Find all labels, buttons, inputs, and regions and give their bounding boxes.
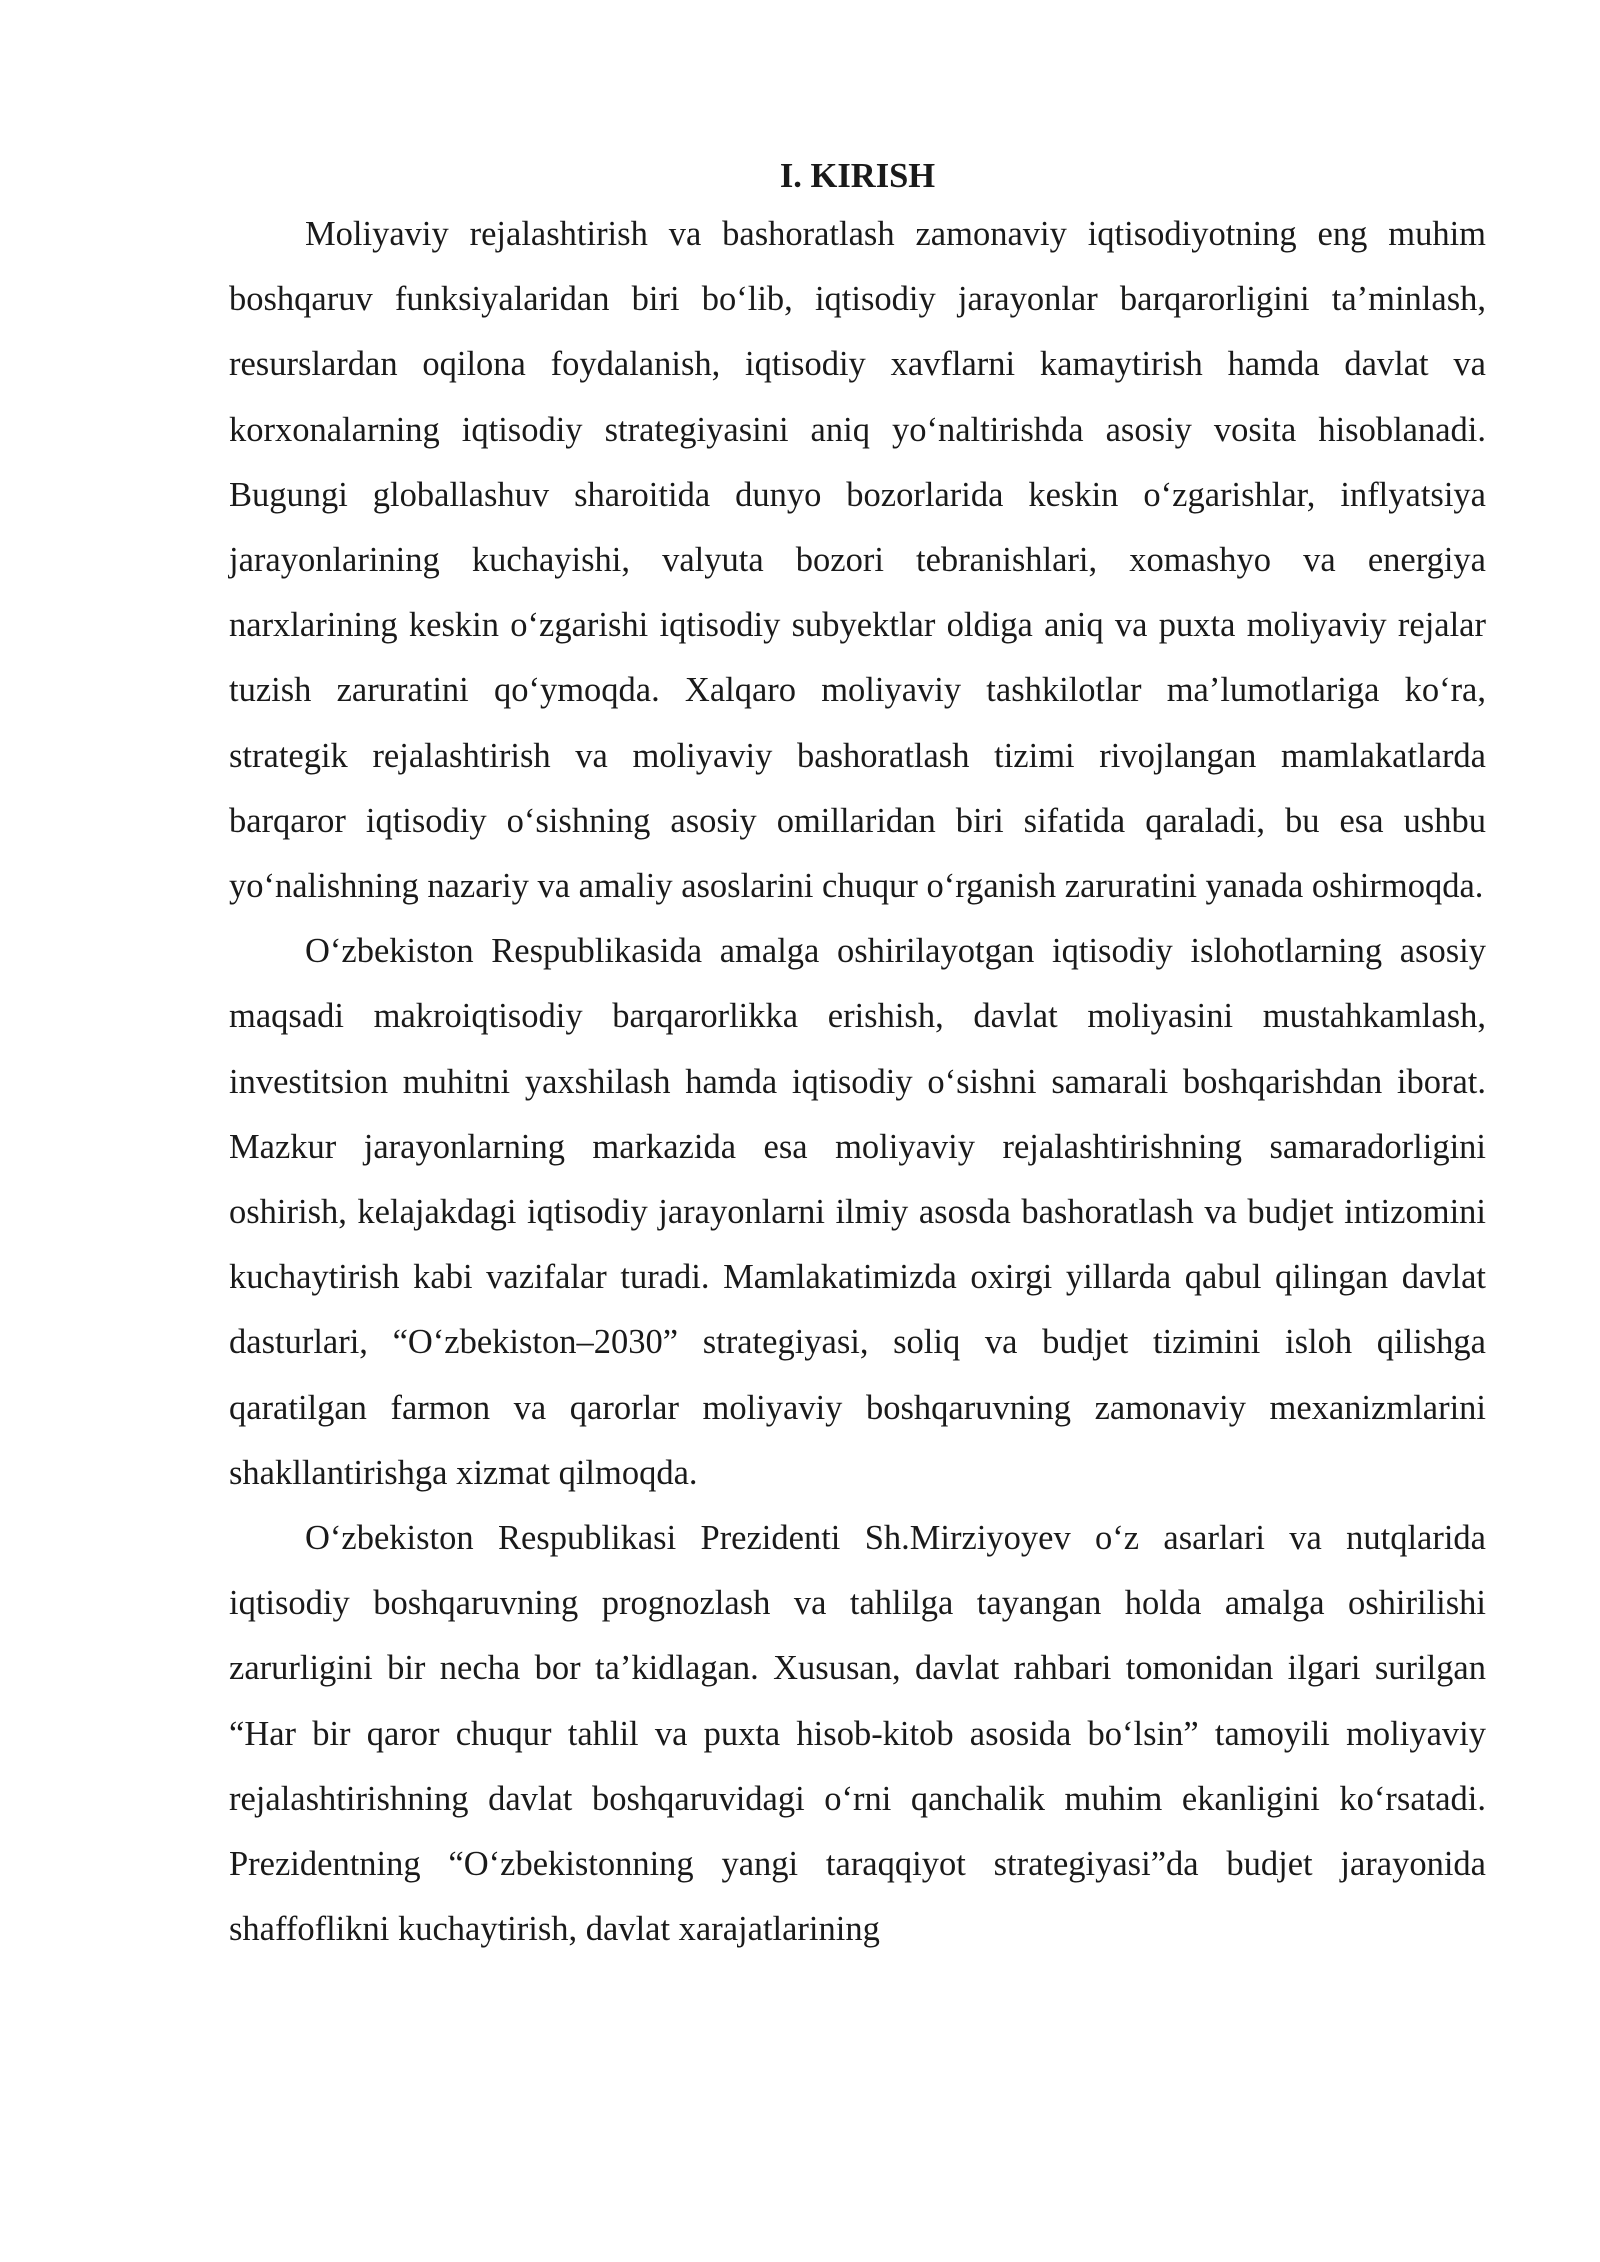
document-body	[229, 150, 1486, 1962]
section-heading: I. KIRISH	[779, 157, 936, 195]
paragraph-3: O‘zbekiston Respublikasi Prezidenti Sh.Mirziyoyev o‘z asarlari va nutqlarida iqtisodiy boshqaruvning prognozlash va tahlilga tayangan holda amalga oshirilishi zarurligini bir necha bor ta’kidlagan. Xususan, davlat rahbari tomonidan ilgari surilgan “Har bir qaror chuqur tahlil va puxta hisob-kitob asosida bo‘lsin” tamoyili moliyaviy rejalashtirishning davlat boshqaruvidagi o‘rni qanchalik muhim ekanligini ko‘rsatadi. Prezidentning “O‘zbekistonning yangi taraqqiyot strategiyasi”da budjet jarayonida shaffoflikni kuchaytirish, davlat xarajatlarining	[229, 1519, 1486, 1949]
paragraph-1: Moliyaviy rejalashtirish va bashoratlash zamonaviy iqtisodiyotning eng muhim boshqaruv funksiyalaridan biri bo‘lib, iqtisodiy jarayonlar barqarorligini ta’minlash, resurslardan oqilona foydalanish, iqtisodiy xavflarni kamaytirish hamda davlat va korxonalarning iqtisodiy strategiyasini aniq yo‘naltirishda asosiy vosita hisoblanadi. Bugungi globallashuv sharoitida dunyo bozorlarida keskin o‘zgarishlar, inflyatsiya jarayonlarining kuchayishi, valyuta bozori tebranishlari, xomashyo va energiya narxlarining keskin o‘zgarishi iqtisodiy subyektlar oldiga aniq va puxta moliyaviy rejalar tuzish zaruratini qo‘ymoqda. Xalqaro moliyaviy tashkilotlar ma’lumotlariga ko‘ra, strategik rejalashtirish va moliyaviy bashoratlash tizimi rivojlangan mamlakatlarda barqaror iqtisodiy o‘sishning asosiy omillaridan biri sifatida qaraladi, bu esa ushbu yo‘nalishning nazariy va amaliy asoslarini chuqur o‘rganish zaruratini yanada oshirmoqda.	[229, 215, 1486, 906]
paragraph-2: O‘zbekiston Respublikasida amalga oshirilayotgan iqtisodiy islohotlarning asosiy maqsadi makroiqtisodiy barqarorlikka erishish, davlat moliyasini mustahkamlash, investitsion muhitni yaxshilash hamda iqtisodiy o‘sishni samarali boshqarishdan iborat. Mazkur jarayonlarning markazida esa moliyaviy rejalashtirishning samaradorligini oshirish, kelajakdagi iqtisodiy jarayonlarni ilmiy asosda bashoratlash va budjet intizomini kuchaytirish kabi vazifalar turadi. Mamlakatimizda oxirgi yillarda qabul qilingan davlat dasturlari, “O‘zbekiston–2030” strategiyasi, soliq va budjet tizimini isloh qilishga qaratilgan farmon va qarorlar moliyaviy boshqaruvning zamonaviy mexanizmlarini shakllantirishga xizmat qilmoqda.	[229, 932, 1486, 1492]
